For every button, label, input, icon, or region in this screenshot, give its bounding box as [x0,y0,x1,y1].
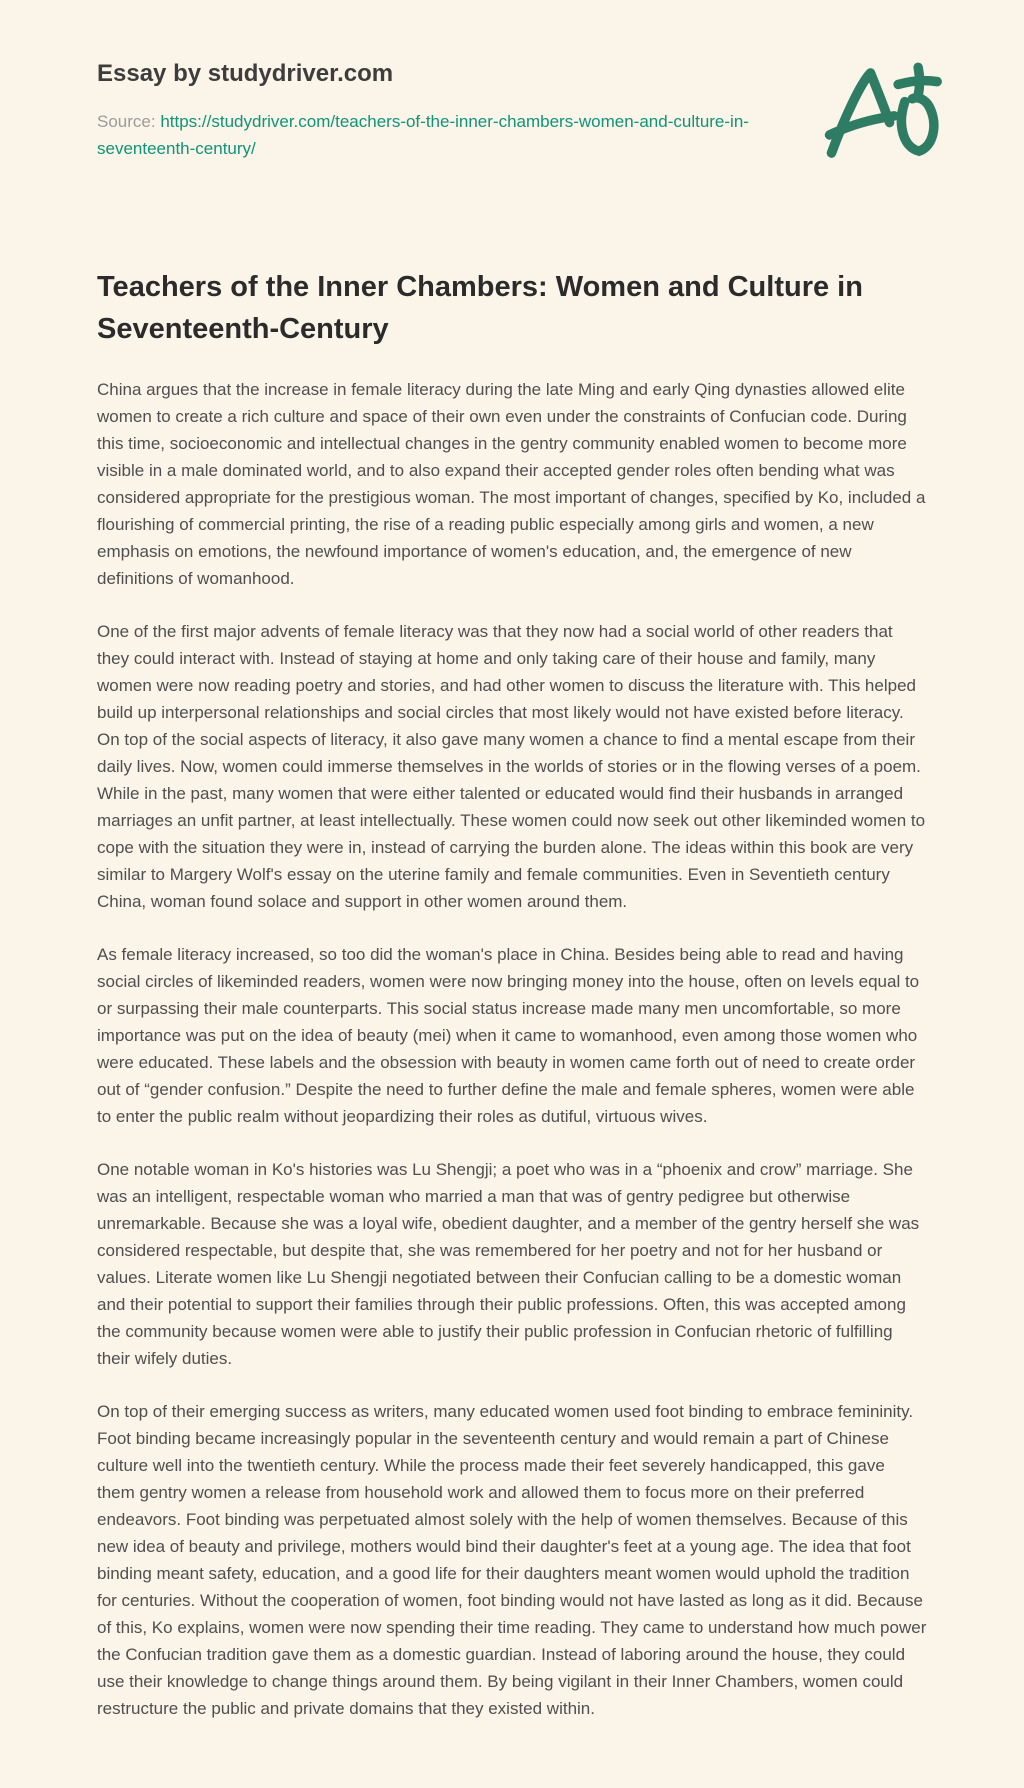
page-title: Essay by studydriver.com [97,60,394,87]
header-text-block [97,60,752,163]
source-label: Source: [97,111,156,131]
document-header [97,60,927,174]
aplus-logo-icon [817,54,945,174]
essay-paragraph: As female literacy increased, so too did the woman's place in China. Besides being able to read and having social circles of likeminded readers, women were now bringing money into the house, often on levels equal to or surpassing their male counterparts. This social status increase made many men uncomfortable, so more importance was put on the idea of beauty (mei) when it came to womanhood, even among those women who were educated. These labels and the obsession with beauty in women came forth out of need to create order out of “gender confusion.” Despite the need to further define the male and female spheres, women were able to enter the public realm without jeopardizing their roles as dutiful, virtuous wives. [97,945,920,1127]
essay-paragraph: One of the first major advents of female literacy was that they now had a social world of other readers that they could interact with. Instead of staying at home and only taking care of their house and family, many women were now reading poetry and stories, and had other women to discuss the literature with. This helped build up interpersonal relationships and social circles that most likely would not have existed before literacy. On top of the social aspects of literacy, it also gave many women a chance to find a mental escape from their daily lives. Now, women could immerse themselves in the worlds of stories or in the flowing verses of a poem. While in the past, many women that were either talented or educated would find their husbands in arranged marriages an unfit partner, at least intellectually. These women could now seek out other likeminded women to cope with the situation they were in, instead of carrying the burden alone. The ideas within this book are very similar to Margery Wolf's essay on the uterine family and female communities. Even in Seventieth century China, woman found solace and support in other women around them. [97,622,926,912]
essay-body [97,376,927,1722]
essay-paragraph: On top of their emerging success as writers, many educated women used foot binding to embrace femininity. Foot binding became increasingly popular in the seventeenth century and would remain a part of Chinese culture well into the twentieth century. While the process made their feet severely handicapped, this gave them gentry women a release from household work and allowed them to focus more on their preferred endeavors. Foot binding was perpetuated almost solely with the help of women themselves. Because of this new idea of beauty and privilege, mothers would bind their daughter's feet at a young age. The idea that foot binding meant safety, education, and a good life for their daughters meant women would uphold the tradition for centuries. Without the cooperation of women, foot binding would not have lasted as long as it did. Because of this, Ko explains, women were now spending their time reading. They came to understand how much power the Confucian tradition gave them as a domestic guardian. Instead of laboring around the house, they could use their knowledge to change things around them. By being vigilant in their Inner Chambers, women could restructure the public and private domains that they existed within. [97,1402,927,1719]
essay-paragraph: One notable woman in Ko's histories was Lu Shengji; a poet who was in a “phoenix and crow” marriage. She was an intelligent, respectable woman who married a man that was of gentry pedigree but otherwise unremarkable. Because she was a loyal wife, obedient daughter, and a member of the gentry herself she was considered respectable, but despite that, she was remembered for her poetry and not for her husband or values. Literate women like Lu Shengji negotiated between their Confucian calling to be a domestic woman and their potential to support their families through their public professions. Often, this was accepted among the community because women were able to justify their public profession in Confucian rhetoric of fulfilling their wifely duties. [97,1160,920,1369]
source-line [97,108,752,163]
source-url-link[interactable]: https://studydriver.com/teachers-of-the-inner-chambers-women-and-culture-in-seventeenth-century/ [97,111,749,159]
essay-title: Teachers of the Inner Chambers: Women and Culture in Seventeenth-Century [97,271,863,346]
essay-paragraph: China argues that the increase in female literacy during the late Ming and early Qing dynasties allowed elite women to create a rich culture and space of their own even under the constraints of Confucian code. During this time, socioeconomic and intellectual changes in the gentry community enabled women to become more visible in a male dominated world, and to also expand their accepted gender roles often bending what was considered appropriate for the prestigious woman. The most important of changes, specified by Ko, included a flourishing of commercial printing, the rise of a reading public especially among girls and women, a new emphasis on emotions, the newfound importance of women's education, and, the emergence of new definitions of womanhood. [97,380,926,589]
